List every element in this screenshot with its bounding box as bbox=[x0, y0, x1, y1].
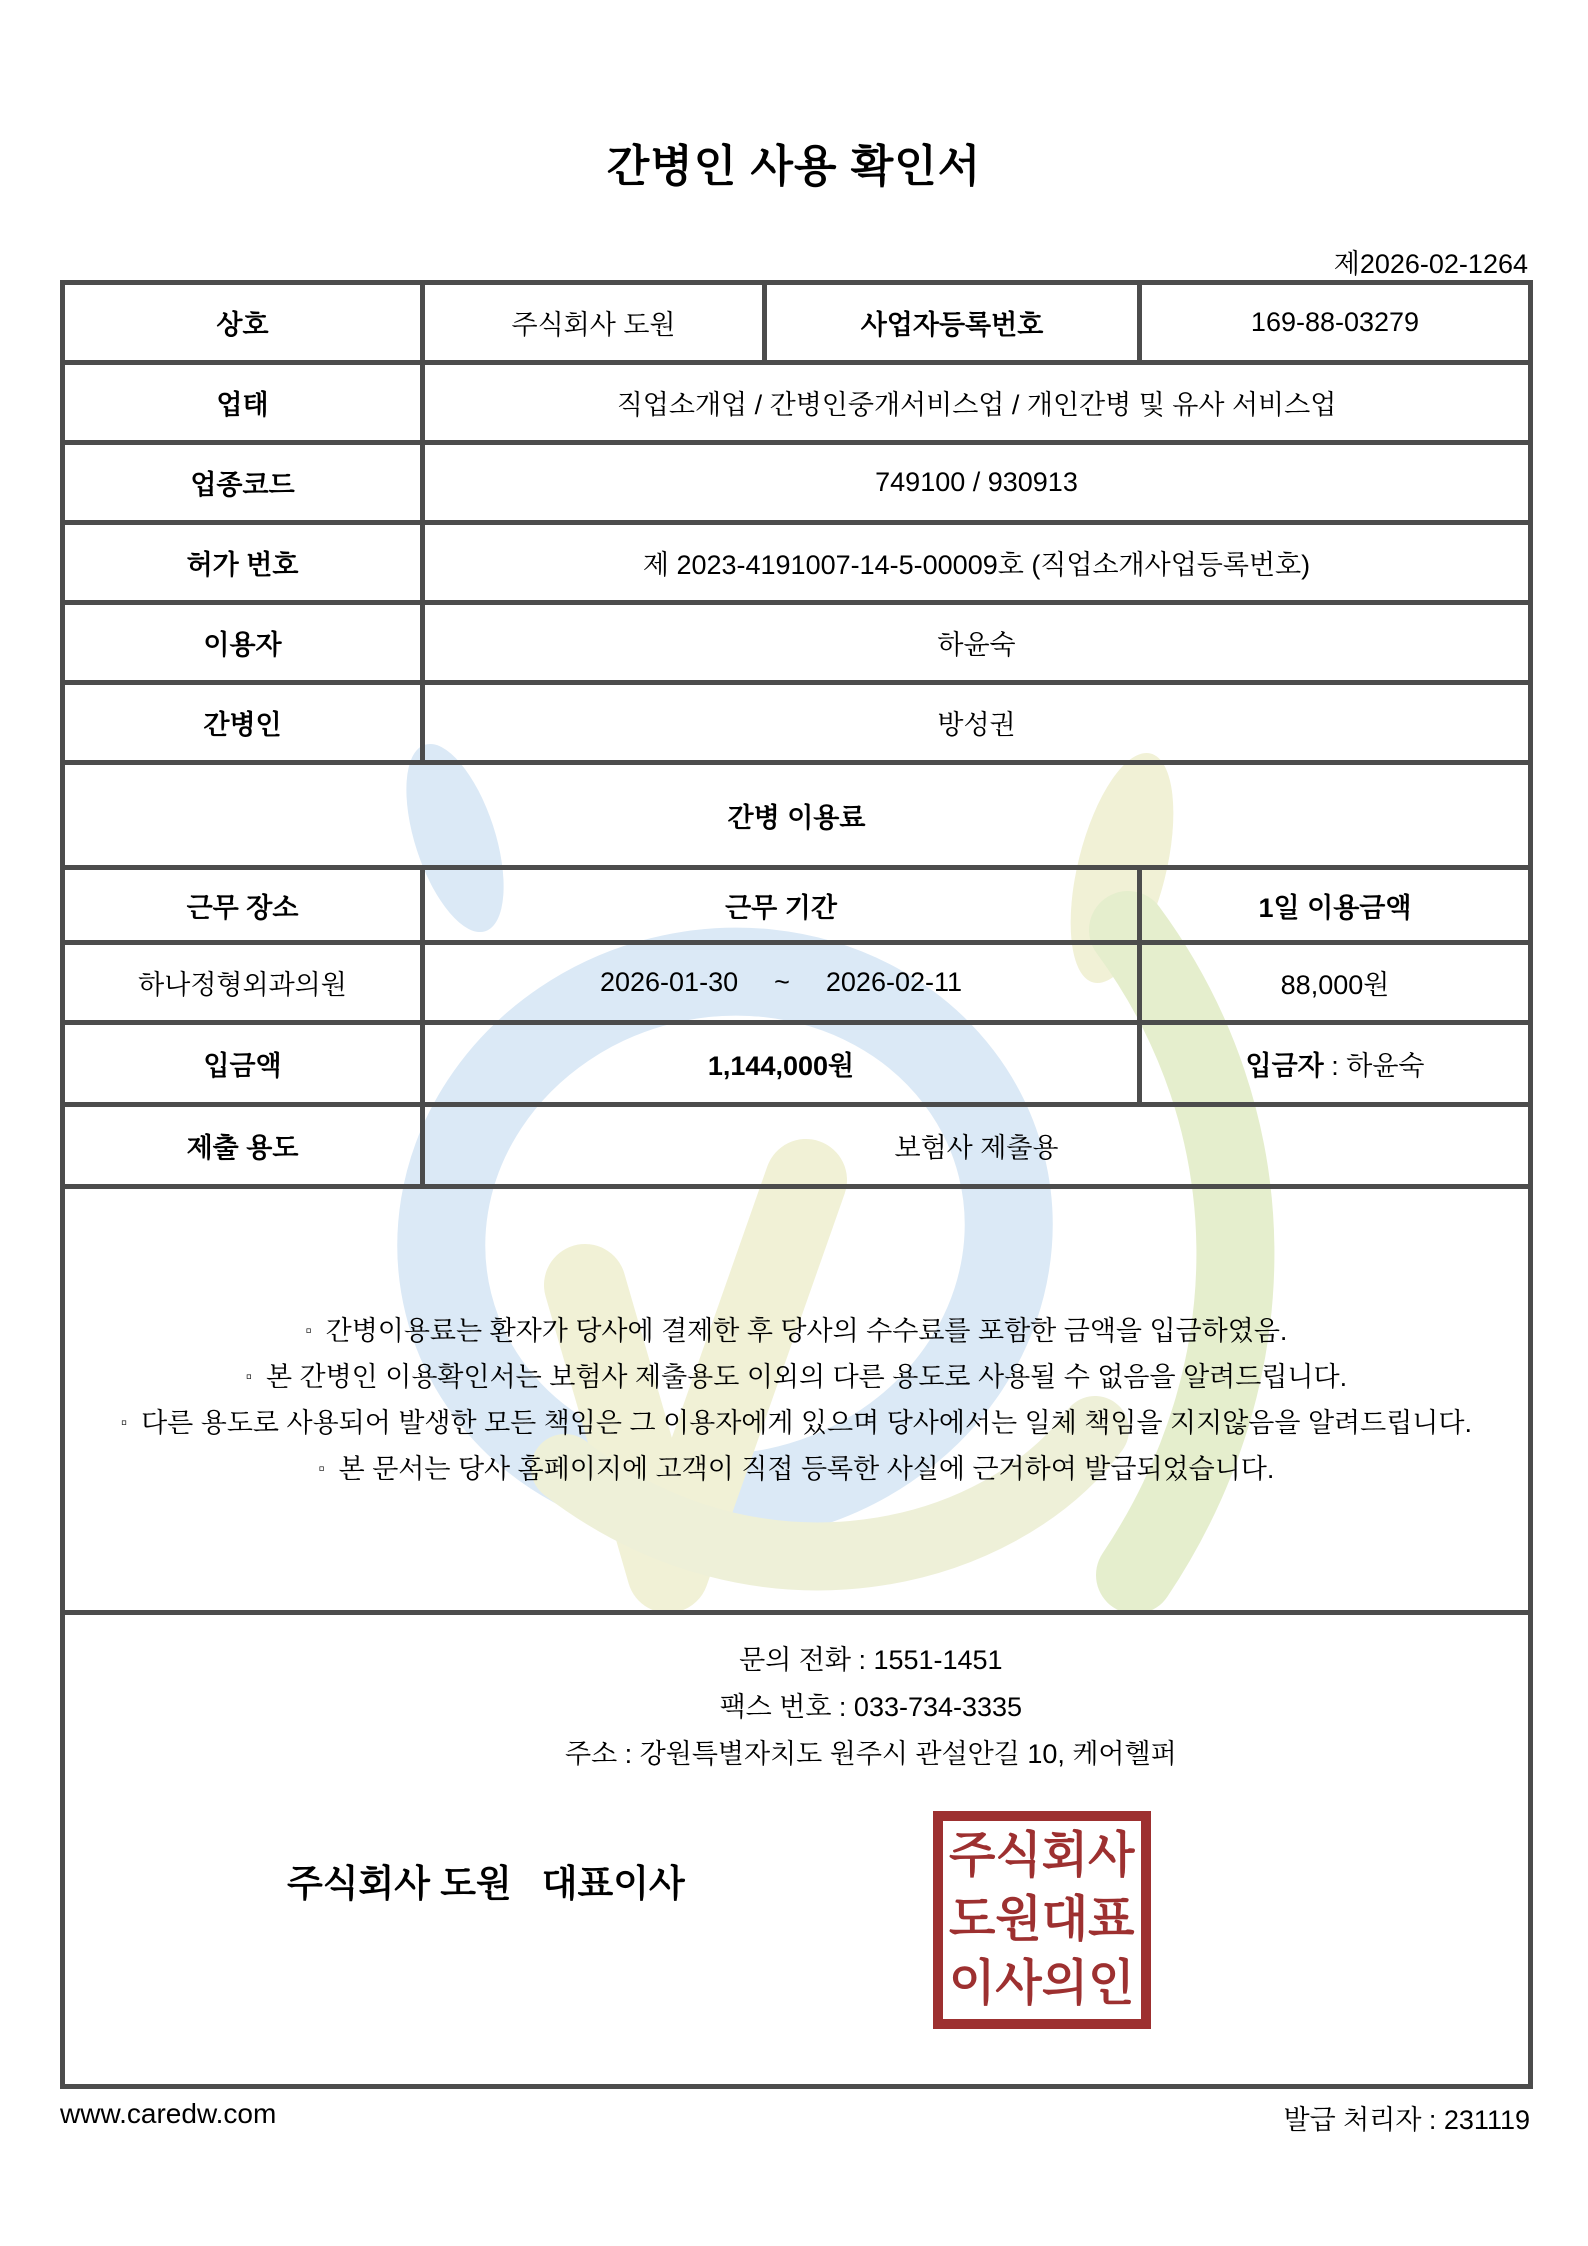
period-tilde: ~ bbox=[774, 967, 790, 997]
bullet-icon: ▫ bbox=[305, 1320, 312, 1340]
submission-purpose-value: 보험사 제출용 bbox=[423, 1105, 1531, 1187]
note-item bbox=[65, 1354, 1528, 1400]
business-type-label: 업태 bbox=[63, 363, 423, 443]
signature-company: 주식회사 도원 bbox=[287, 1863, 512, 1904]
note-text: 본 문서는 당사 홈페이지에 고객이 직접 등록한 사실에 근거하여 발급되었습니다. bbox=[338, 1453, 1275, 1484]
note-item bbox=[65, 1446, 1528, 1492]
work-period-header: 근무 기간 bbox=[423, 868, 1140, 943]
period-end: 2026-02-11 bbox=[825, 967, 962, 997]
table-row bbox=[63, 363, 1531, 443]
table-row bbox=[63, 763, 1531, 868]
table-row bbox=[63, 443, 1531, 523]
stamp-text-line: 도원대표 bbox=[949, 1892, 1135, 1947]
table-row bbox=[63, 1105, 1531, 1187]
depositor-name: : 하윤숙 bbox=[1323, 1051, 1425, 1081]
note-text: 다른 용도로 사용되어 발생한 모든 책임은 그 이용자에게 있으며 당사에서는 일체 책임을 지지않음을 알려드립니다. bbox=[141, 1407, 1472, 1438]
stamp-text-line: 이사의인 bbox=[949, 1956, 1135, 2011]
table-row bbox=[63, 1023, 1531, 1105]
document-number: 제2026-02-1264 bbox=[1333, 249, 1528, 279]
business-type-value: 직업소개업 / 간병인중개서비스업 / 개인간병 및 유사 서비스업 bbox=[423, 363, 1531, 443]
industry-code-label: 업종코드 bbox=[63, 443, 423, 523]
business-reg-number-value: 169-88-03279 bbox=[1140, 283, 1531, 363]
table-row bbox=[63, 1613, 1531, 2087]
business-reg-number-label: 사업자등록번호 bbox=[765, 283, 1140, 363]
depositor-cell bbox=[1140, 1023, 1531, 1105]
work-place-header: 근무 장소 bbox=[63, 868, 423, 943]
caregiver-value: 방성권 bbox=[423, 683, 1531, 763]
note-text: 본 간병인 이용확인서는 보험사 제출용도 이외의 다른 용도로 사용될 수 없음을 알려드립니다. bbox=[265, 1361, 1348, 1392]
depositor-label: 입금자 bbox=[1245, 1051, 1324, 1081]
stamp-text-line: 주식회사 bbox=[949, 1828, 1135, 1883]
fee-section-title: 간병 이용료 bbox=[63, 763, 1531, 868]
note-item bbox=[65, 1308, 1528, 1354]
notes-section bbox=[63, 1187, 1531, 1613]
permit-number-value: 제 2023-4191007-14-5-00009호 (직업소개사업등록번호) bbox=[423, 523, 1531, 603]
table-row bbox=[63, 943, 1531, 1023]
table-row bbox=[63, 523, 1531, 603]
issue-processor: 발급 처리자 : 231119 bbox=[1283, 2105, 1530, 2135]
contact-address: 주소 : 강원특별자치도 원주시 관설안길 10, 케어헬퍼 bbox=[565, 1739, 1177, 1769]
permit-number-label: 허가 번호 bbox=[63, 523, 423, 603]
corporate-seal-stamp bbox=[933, 1811, 1151, 2029]
issuer-section bbox=[63, 1613, 1531, 2087]
table-row bbox=[63, 603, 1531, 683]
note-item bbox=[65, 1400, 1528, 1446]
work-period-value bbox=[423, 943, 1140, 1023]
table-row bbox=[63, 283, 1531, 363]
daily-fee-value: 88,000원 bbox=[1140, 943, 1531, 1023]
period-start: 2026-01-30 bbox=[599, 967, 739, 997]
deposit-amount-value: 1,144,000원 bbox=[423, 1023, 1140, 1105]
contact-phone: 문의 전화 : 1551-1451 bbox=[739, 1645, 1003, 1675]
website-url: www.caredw.com bbox=[60, 2098, 277, 2129]
signature-line bbox=[287, 1853, 685, 1907]
note-text: 간병이용료는 환자가 당사에 결제한 후 당사의 수수료를 포함한 금액을 입금하였음. bbox=[325, 1315, 1288, 1346]
signature-role: 대표이사 bbox=[541, 1863, 685, 1904]
contact-fax: 팩스 번호 : 033-734-3335 bbox=[719, 1692, 1023, 1722]
bullet-icon: ▫ bbox=[318, 1458, 325, 1478]
confirmation-table bbox=[60, 280, 1533, 2089]
company-name-value: 주식회사 도원 bbox=[423, 283, 765, 363]
company-name-label: 상호 bbox=[63, 283, 423, 363]
deposit-amount-label: 입금액 bbox=[63, 1023, 423, 1105]
work-place-value: 하나정형외과의원 bbox=[63, 943, 423, 1023]
industry-code-value: 749100 / 930913 bbox=[423, 443, 1531, 523]
bullet-icon: ▫ bbox=[245, 1366, 252, 1386]
user-value: 하윤숙 bbox=[423, 603, 1531, 683]
caregiver-label: 간병인 bbox=[63, 683, 423, 763]
table-row bbox=[63, 1187, 1531, 1613]
user-label: 이용자 bbox=[63, 603, 423, 683]
submission-purpose-label: 제출 용도 bbox=[63, 1105, 423, 1187]
daily-fee-header: 1일 이용금액 bbox=[1140, 868, 1531, 943]
bullet-icon: ▫ bbox=[121, 1412, 128, 1432]
contact-block bbox=[565, 1637, 1177, 1778]
table-row bbox=[63, 683, 1531, 763]
page-title: 간병인 사용 확인서 bbox=[606, 142, 982, 191]
table-row bbox=[63, 868, 1531, 943]
